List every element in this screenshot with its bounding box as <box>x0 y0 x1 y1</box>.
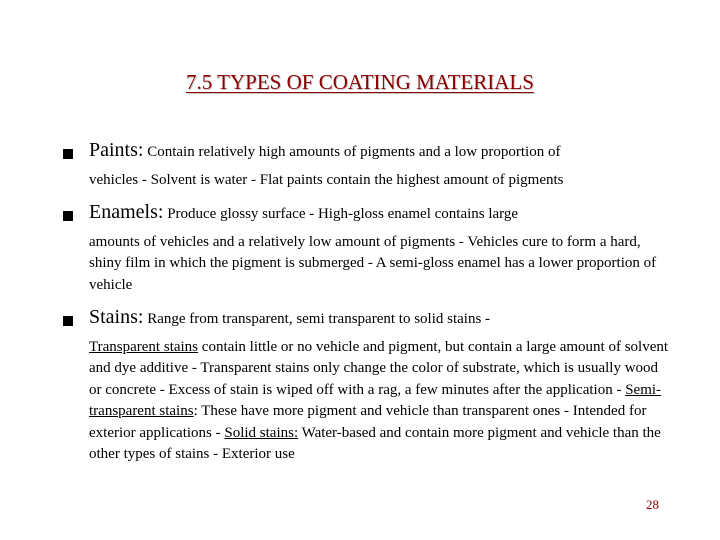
bullet-lead-text: Range from transparent, semi transparent to solid stains - <box>147 311 491 327</box>
bullet-body: vehicles - Solvent is water - Flat paints contain the highest amount of pigments <box>89 171 564 188</box>
bullet-square-icon <box>63 211 73 221</box>
page-number: 28 <box>646 497 659 512</box>
bullet-term: Paints: <box>89 139 144 161</box>
bullet-lead-text: Contain relatively high amounts of pigments and a low proportion of <box>147 144 561 160</box>
bullet-term: Enamels: <box>89 201 164 223</box>
bullet-first-line <box>89 140 669 164</box>
bullet-first-line <box>89 307 669 331</box>
slide-title: 7.5 TYPES OF COATING MATERIALS <box>186 70 534 94</box>
bullet-term: Stains: <box>89 306 144 328</box>
semi-transparent-stains-label: Semi-transparent stains <box>89 381 662 419</box>
bullet-body: amounts of vehicles and a relatively low amount of pigments - Vehicles cure to form a hard, shiny film in which the pigment is submerged - A semi-gloss enamel has a lower proportion of vehicle <box>89 233 657 293</box>
bullet-square-icon <box>63 149 73 159</box>
bullet-lead-text: Produce glossy surface - High-gloss enamel contains large <box>167 206 519 222</box>
transparent-stains-label: Transparent stains <box>89 338 199 355</box>
bullet-body <box>89 337 669 466</box>
semi-transparent-stains-text: : These have more pigment and vehicle than transparent ones - Intended for exterior applications - <box>89 403 647 441</box>
bullet-square-icon <box>63 316 73 326</box>
bullet-stains <box>89 307 669 466</box>
solid-stains-text: Water-based and contain more pigment and vehicle than the other types of stains - Exterior use <box>89 424 661 462</box>
bullet-paints <box>89 140 669 191</box>
bullet-first-line <box>89 202 669 226</box>
solid-stains-label: Solid stains: <box>224 424 299 441</box>
bullet-enamels <box>89 202 669 296</box>
transparent-stains-text: contain little or no vehicle and pigment, but contain a large amount of solvent and dye additive - Transparent stains only change the color of substrate, which is usually wood or concrete - Excess of stain is wiped off with a rag, a few minutes after the application - <box>89 338 669 398</box>
